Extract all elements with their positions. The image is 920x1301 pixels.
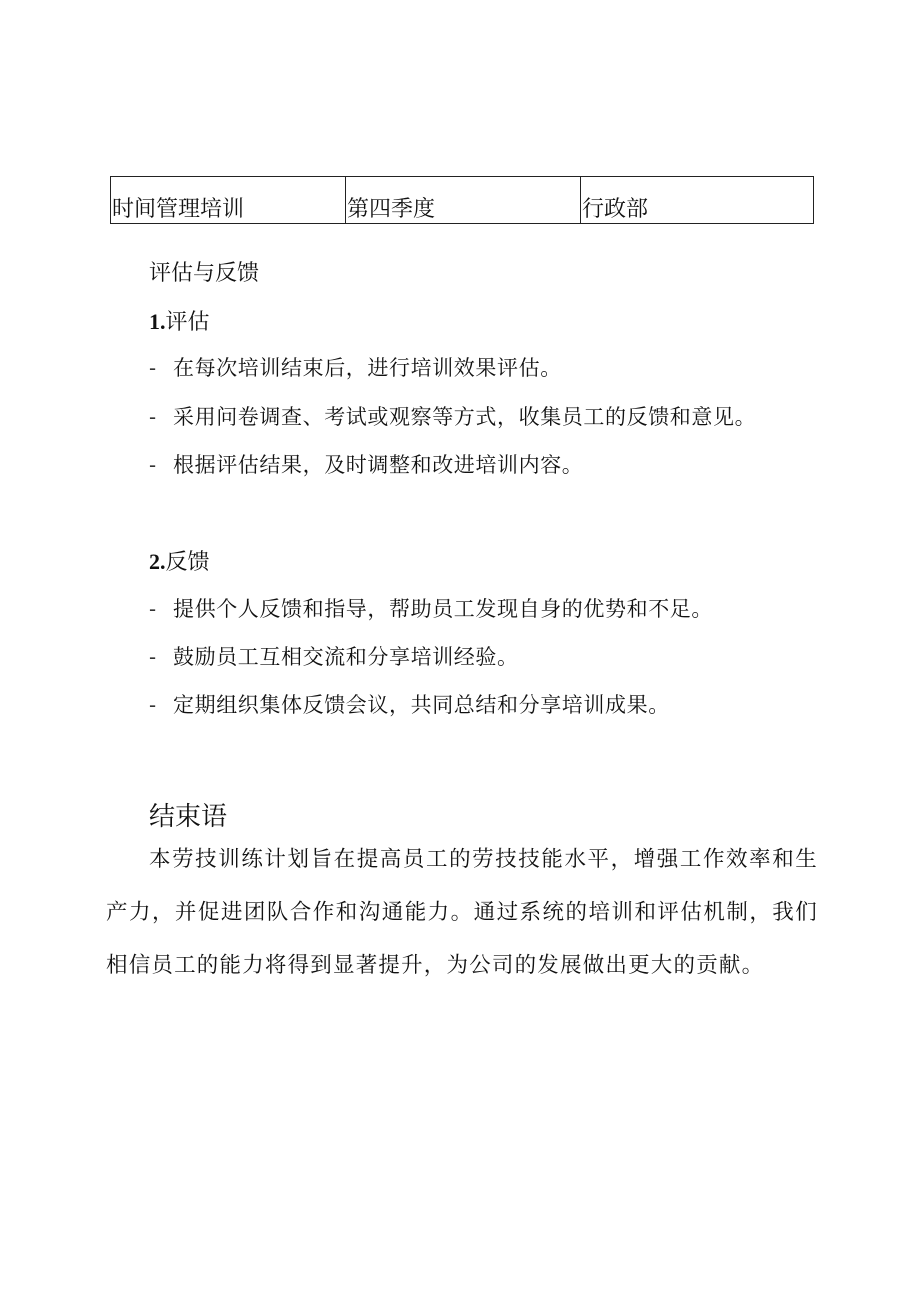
table-cell-quarter: 第四季度 <box>346 177 581 223</box>
list-item <box>149 401 756 431</box>
list-item-text: 根据评估结果，及时调整和改进培训内容。 <box>173 453 584 477</box>
bullet-marker: - <box>149 645 157 669</box>
subsection-number: 1. <box>149 309 166 334</box>
list-item <box>149 449 583 479</box>
bullet-marker: - <box>149 597 157 621</box>
list-item <box>149 641 519 671</box>
list-item-text: 定期组织集体反馈会议，共同总结和分享培训成果。 <box>173 693 670 717</box>
subsection-label: 反馈 <box>165 550 210 575</box>
bullet-marker: - <box>149 693 157 717</box>
list-item-text: 鼓励员工互相交流和分享培训经验。 <box>173 645 519 669</box>
list-item-text: 在每次培训结束后，进行培训效果评估。 <box>173 356 562 380</box>
subsection-label: 评估 <box>165 310 210 335</box>
bullet-marker: - <box>149 356 157 380</box>
table-cell-course: 时间管理培训 <box>111 177 346 223</box>
list-item-text: 采用问卷调查、考试或观察等方式，收集员工的反馈和意见。 <box>173 405 757 429</box>
list-item <box>149 593 713 623</box>
conclusion-paragraph: 本劳技训练计划旨在提高员工的劳技技能水平，增强工作效率和生产力，并促进团队合作和沟通能力。通过系统的培训和评估机制，我们相信员工的能力将得到显著提升，为公司的发展做出更大的贡献。 <box>106 847 818 978</box>
subsection-number: 2. <box>149 549 166 574</box>
bullet-marker: - <box>149 453 157 477</box>
subsection-title-feedback <box>149 545 210 576</box>
section-title-conclusion: 结束语 <box>149 802 228 832</box>
bullet-marker: - <box>149 405 157 429</box>
section-title-evaluation: 评估与反馈 <box>149 261 260 286</box>
list-item <box>149 352 562 382</box>
training-table-row <box>110 176 814 224</box>
table-cell-department: 行政部 <box>582 197 649 222</box>
list-item-text: 提供个人反馈和指导，帮助员工发现自身的优势和不足。 <box>173 597 713 621</box>
subsection-title-assess <box>149 305 210 336</box>
list-item <box>149 689 670 719</box>
